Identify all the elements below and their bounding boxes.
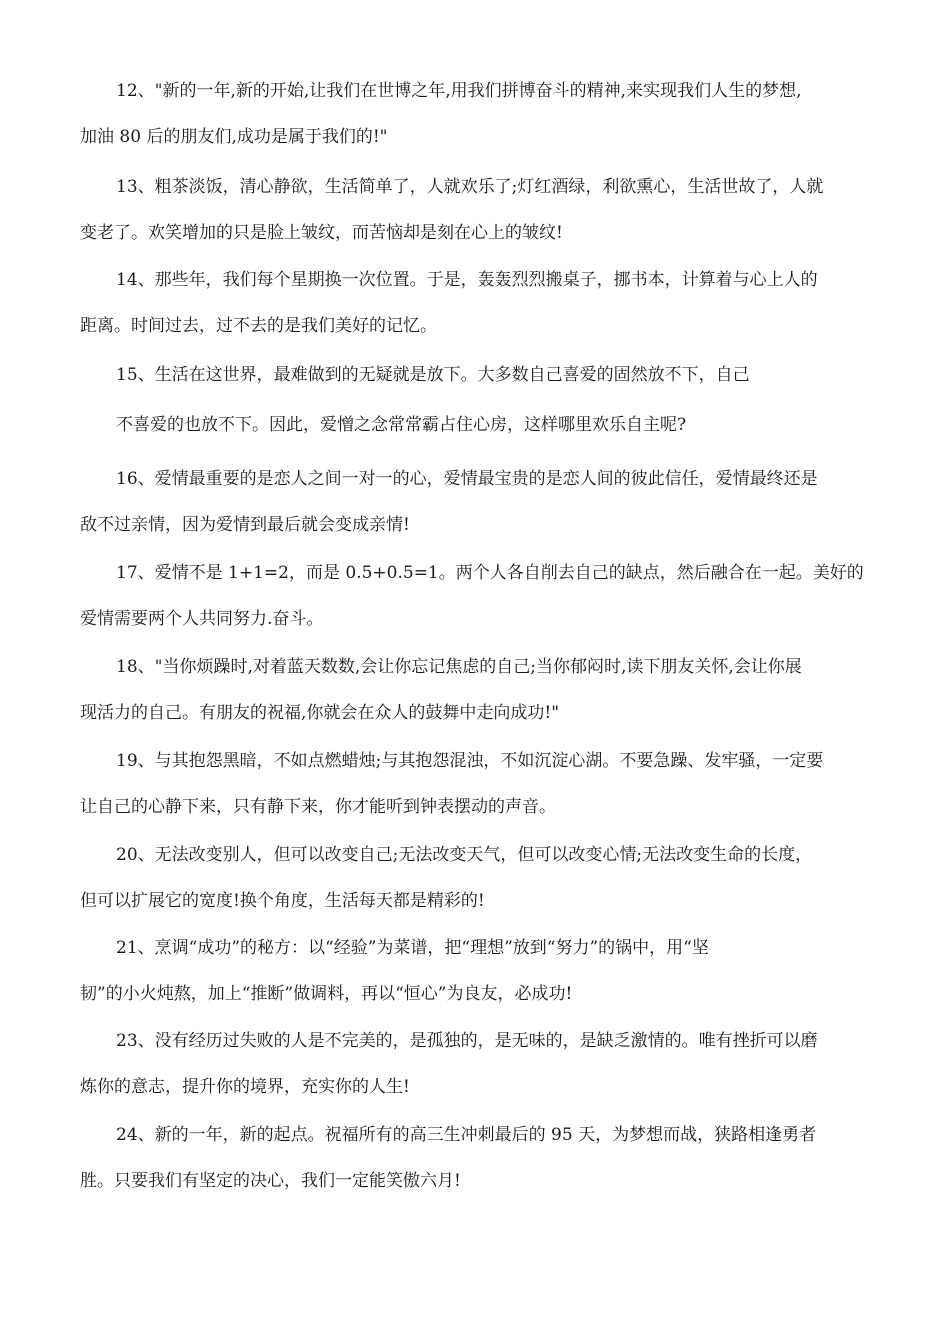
paragraph-21 bbox=[80, 925, 870, 1017]
paragraph-12 bbox=[80, 68, 870, 160]
paragraph-line: 加油 80 后的朋友们,成功是属于我们的!" bbox=[80, 127, 388, 147]
paragraph-line: 16、爱情最重要的是恋人之间一对一的心，爱情最宝贵的是恋人间的彼此信任，爱情最终还是 bbox=[116, 469, 818, 489]
paragraph-line: 21、烹调“成功”的秘方：以“经验”为菜谱，把“理想”放到“努力”的锅中，用“坚 bbox=[116, 938, 709, 958]
paragraph-line: 14、那些年，我们每个星期换一次位置。于是，轰轰烈烈搬桌子，挪书本，计算着与心上人的 bbox=[116, 270, 818, 290]
paragraph-19 bbox=[80, 738, 870, 830]
paragraph-line: 13、粗茶淡饭，清心静欲，生活简单了，人就欢乐了;灯红酒绿，利欲熏心，生活世故了，人就 bbox=[116, 177, 824, 197]
paragraph-15-continued bbox=[80, 402, 870, 448]
paragraph-line: 变老了。欢笑增加的只是脸上皱纹，而苦恼却是刻在心上的皱纹! bbox=[80, 223, 563, 243]
paragraph-line: 15、生活在这世界，最难做到的无疑就是放下。大多数自己喜爱的固然放不下，自己 bbox=[116, 365, 750, 385]
paragraph-line: 但可以扩展它的宽度!换个角度，生活每天都是精彩的! bbox=[80, 891, 485, 911]
paragraph-line: 距离。时间过去，过不去的是我们美好的记忆。 bbox=[80, 316, 437, 336]
paragraph-line: 炼你的意志，提升你的境界，充实你的人生! bbox=[80, 1077, 410, 1097]
paragraph-13 bbox=[80, 164, 870, 256]
paragraph-20 bbox=[80, 832, 870, 924]
paragraph-line: 现活力的自己。有朋友的祝福,你就会在众人的鼓舞中走向成功!" bbox=[80, 703, 560, 723]
paragraph-line: 20、无法改变别人，但可以改变自己;无法改变天气，但可以改变心情;无法改变生命的长度， bbox=[116, 845, 813, 865]
paragraph-line: 敌不过亲情，因为爱情到最后就会变成亲情! bbox=[80, 515, 410, 535]
paragraph-16 bbox=[80, 456, 870, 548]
paragraph-14 bbox=[80, 257, 870, 349]
paragraph-line: 爱情需要两个人共同努力.奋斗。 bbox=[80, 609, 324, 629]
paragraph-line: 24、新的一年，新的起点。祝福所有的高三生冲刺最后的 95 天，为梦想而战，狭路相逢勇者 bbox=[116, 1125, 817, 1145]
paragraph-line: 23、没有经历过失败的人是不完美的，是孤独的，是无味的，是缺乏激情的。唯有挫折可以磨 bbox=[116, 1031, 818, 1051]
paragraph-line: 韧”的小火炖熬，加上“推断”做调料，再以“恒心”为良友，必成功! bbox=[80, 984, 573, 1004]
paragraph-23 bbox=[80, 1018, 870, 1110]
paragraph-line: 不喜爱的也放不下。因此，爱憎之念常常霸占住心房，这样哪里欢乐自主呢? bbox=[116, 415, 687, 435]
paragraph-18 bbox=[80, 644, 870, 736]
paragraph-line: 18、"当你烦躁时,对着蓝天数数,会让你忘记焦虑的自己;当你郁闷时,读下朋友关怀,会让你展 bbox=[116, 657, 802, 677]
paragraph-24 bbox=[80, 1112, 870, 1204]
paragraph-line: 19、与其抱怨黑暗，不如点燃蜡烛;与其抱怨混浊，不如沉淀心湖。不要急躁、发牢骚，一定要 bbox=[116, 751, 824, 771]
paragraph-line: 12、"新的一年,新的开始,让我们在世博之年,用我们拼博奋斗的精神,来实现我们人生的梦想, bbox=[116, 81, 802, 101]
paragraph-line: 胜。只要我们有坚定的决心，我们一定能笑傲六月! bbox=[80, 1171, 461, 1191]
paragraph-line: 让自己的心静下来，只有静下来，你才能听到钟表摆动的声音。 bbox=[80, 797, 556, 817]
paragraph-15 bbox=[80, 352, 870, 398]
paragraph-17 bbox=[80, 550, 870, 642]
paragraph-line: 17、爱情不是 1+1=2，而是 0.5+0.5=1。两个人各自削去自己的缺点，然后融合在一起。美好的 bbox=[116, 563, 864, 583]
